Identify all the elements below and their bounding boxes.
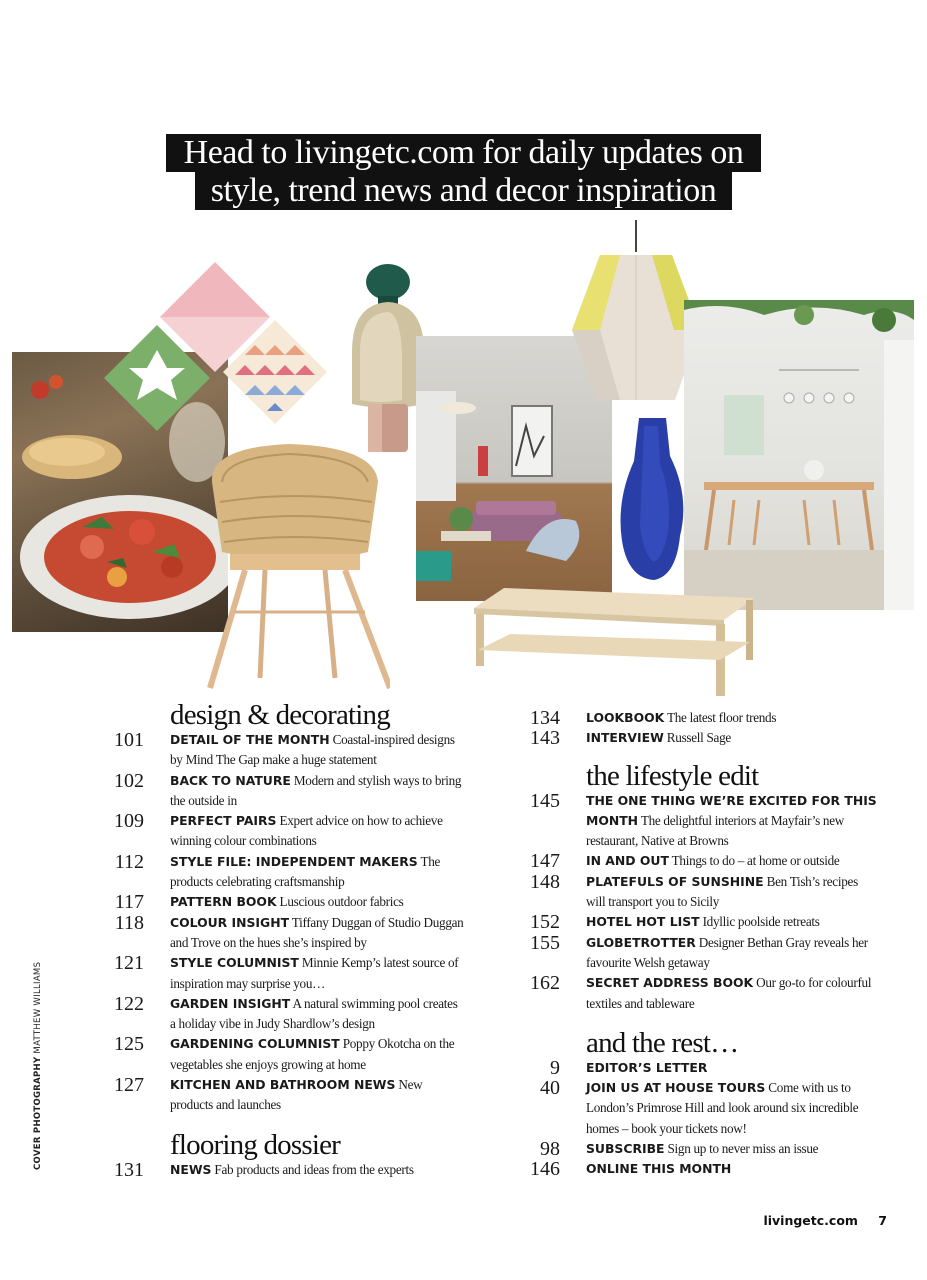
entry-description: Modern and stylish ways to bring the outside in bbox=[170, 772, 462, 808]
entry-description: The delightful interiors at Mayfair’s new restaurant, Native at Browns bbox=[586, 812, 844, 849]
product-collage bbox=[0, 220, 927, 700]
section-title-flooring: flooring dossier bbox=[170, 1128, 341, 1161]
entry-heading: JOIN US AT HOUSE TOURS bbox=[586, 1080, 766, 1096]
entry-heading: NEWS bbox=[170, 1161, 212, 1177]
tile-illustration bbox=[105, 260, 330, 430]
entry-description: Coastal-inspired designs by Mind The Gap make a huge statement bbox=[170, 732, 455, 768]
contents-entry bbox=[104, 913, 464, 954]
banner-line-2: style, trend news and decor inspiration bbox=[195, 172, 732, 210]
entry-description: New products and launches bbox=[170, 1077, 423, 1113]
banner-line-1: Head to livingetc.com for daily updates on bbox=[166, 134, 762, 172]
entry-page-number: 127 bbox=[114, 1074, 144, 1097]
page-number: 7 bbox=[878, 1213, 887, 1228]
entry-heading: GARDEN INSIGHT bbox=[170, 995, 291, 1011]
vase-illustration bbox=[614, 416, 692, 584]
wicker-chair bbox=[200, 442, 390, 692]
section-title-rest: and the rest… bbox=[586, 1026, 739, 1059]
contents-entry bbox=[104, 1075, 464, 1116]
contents-entry bbox=[104, 892, 464, 912]
tile-samples bbox=[105, 260, 330, 430]
contents-entry bbox=[520, 851, 880, 871]
entry-page-number: 122 bbox=[114, 992, 144, 1015]
dining-room-photo bbox=[684, 300, 914, 610]
contents-entry bbox=[104, 730, 464, 771]
table-illustration bbox=[470, 586, 755, 698]
entry-page-number: 118 bbox=[114, 911, 144, 934]
entry-heading: IN AND OUT bbox=[586, 853, 669, 869]
coffee-table bbox=[470, 586, 755, 698]
contents-entry bbox=[104, 994, 464, 1035]
chair-illustration bbox=[200, 442, 390, 692]
contents-right-column bbox=[520, 700, 880, 1180]
contents-entry bbox=[520, 728, 880, 748]
section-title-lifestyle: the lifestyle edit bbox=[586, 759, 759, 792]
entry-heading: LOOKBOOK bbox=[586, 710, 665, 725]
contents-entry bbox=[104, 1034, 464, 1075]
contents-entry bbox=[104, 1160, 464, 1180]
dining-room-illustration bbox=[684, 300, 914, 610]
entry-page-number: 40 bbox=[540, 1077, 560, 1100]
entry-heading: PLATEFULS OF SUNSHINE bbox=[586, 873, 764, 889]
flooring-continued-entries bbox=[520, 708, 880, 749]
contents-entry bbox=[520, 872, 880, 913]
entry-description: Luscious outdoor fabrics bbox=[276, 894, 404, 910]
credit-name: MATTHEW WILLIAMS bbox=[33, 961, 43, 1054]
contents-entry bbox=[520, 1078, 880, 1139]
entry-page-number: 152 bbox=[530, 911, 560, 934]
entry-heading: DETAIL OF THE MONTH bbox=[170, 732, 330, 747]
entry-page-number: 125 bbox=[114, 1033, 144, 1056]
contents-entry bbox=[520, 1058, 880, 1078]
section-title-design: design & decorating bbox=[170, 699, 390, 731]
entry-page-number: 109 bbox=[114, 810, 144, 833]
entry-description: Designer Bethan Gray reveals her favourite Welsh getaway bbox=[586, 934, 868, 970]
entry-description: The products celebrating craftsmanship bbox=[170, 853, 441, 890]
contents-entry bbox=[520, 791, 880, 852]
entry-description: Minnie Kemp’s latest source of inspiration may surprise you… bbox=[170, 955, 459, 991]
entry-description: A natural swimming pool creates a holiday vibe in Judy Shardlow’s design bbox=[170, 995, 458, 1032]
entry-heading: PATTERN BOOK bbox=[170, 894, 277, 910]
entry-page-number: 112 bbox=[114, 850, 144, 873]
contents-entry bbox=[520, 933, 880, 974]
entry-page-number: 145 bbox=[530, 789, 560, 812]
entry-description: Ben Tish’s recipes will transport you to Sicily bbox=[586, 873, 858, 910]
entry-heading: INTERVIEW bbox=[586, 730, 664, 746]
entry-page-number: 134 bbox=[530, 707, 560, 729]
entry-heading: GARDENING COLUMNIST bbox=[170, 1036, 340, 1052]
entry-page-number: 155 bbox=[530, 931, 560, 954]
entry-heading: ONLINE THIS MONTH bbox=[586, 1161, 732, 1177]
contents-entry bbox=[104, 771, 464, 812]
credit-label: COVER PHOTOGRAPHY bbox=[33, 1056, 43, 1170]
lifestyle-entries bbox=[520, 791, 880, 1014]
entry-heading: HOTEL HOT LIST bbox=[586, 914, 700, 930]
entry-description: The latest floor trends bbox=[664, 710, 777, 725]
entry-description: Poppy Okotcha on the vegetables she enjoys growing at home bbox=[170, 1036, 455, 1072]
entry-page-number: 98 bbox=[540, 1138, 560, 1161]
design-entries bbox=[104, 730, 464, 1116]
entry-heading: THE ONE THING WE’RE EXCITED FOR THIS MONTH bbox=[586, 792, 877, 828]
contents-entry bbox=[520, 1139, 880, 1159]
entry-heading: SECRET ADDRESS BOOK bbox=[586, 975, 754, 991]
contents-entry bbox=[104, 852, 464, 893]
entry-heading: EDITOR’S LETTER bbox=[586, 1059, 708, 1075]
cover-photo-credit bbox=[33, 962, 43, 1170]
entry-page-number: 147 bbox=[530, 850, 560, 873]
rest-entries bbox=[520, 1058, 880, 1180]
entry-page-number: 162 bbox=[530, 972, 560, 995]
entry-description: Come with us to London’s Primrose Hill and look around six incredible homes – book your tickets now! bbox=[586, 1080, 859, 1136]
entry-page-number: 148 bbox=[530, 870, 560, 893]
entry-description: Things to do – at home or outside bbox=[668, 853, 840, 869]
entry-page-number: 9 bbox=[550, 1056, 560, 1079]
contents-entry bbox=[104, 953, 464, 994]
entry-description: Expert advice on how to achieve winning colour combinations bbox=[170, 813, 443, 849]
entry-heading: GLOBETROTTER bbox=[586, 934, 696, 950]
woven-lamp-illustration bbox=[570, 220, 702, 406]
entry-heading: COLOUR INSIGHT bbox=[170, 914, 290, 930]
contents-entry bbox=[520, 708, 880, 728]
entry-heading: PERFECT PAIRS bbox=[170, 813, 277, 829]
entry-heading: BACK TO NATURE bbox=[170, 772, 291, 788]
footer-site: livingetc.com bbox=[763, 1213, 858, 1228]
entry-page-number: 121 bbox=[114, 952, 144, 975]
entry-page-number: 143 bbox=[530, 727, 560, 750]
flooring-entries bbox=[104, 1160, 464, 1180]
entry-heading: SUBSCRIBE bbox=[586, 1141, 665, 1157]
entry-page-number: 117 bbox=[114, 891, 144, 914]
contents-entry bbox=[520, 912, 880, 932]
entry-heading: KITCHEN AND BATHROOM NEWS bbox=[170, 1077, 396, 1093]
blue-vase bbox=[614, 416, 692, 584]
entry-page-number: 102 bbox=[114, 769, 144, 792]
contents-left-column bbox=[104, 700, 464, 1180]
page-footer bbox=[763, 1213, 887, 1228]
entry-page-number: 146 bbox=[530, 1158, 560, 1181]
entry-description: Russell Sage bbox=[663, 730, 731, 746]
woven-pendant-lamp bbox=[570, 220, 702, 406]
entry-description: Tiffany Duggan of Studio Duggan and Trove on the hues she’s inspired by bbox=[170, 914, 464, 950]
contents-entry bbox=[104, 811, 464, 852]
entry-page-number: 131 bbox=[114, 1158, 144, 1181]
entry-description: Our go-to for colourful textiles and tableware bbox=[586, 975, 872, 1011]
entry-description: Fab products and ideas from the experts bbox=[211, 1161, 414, 1177]
entry-heading: STYLE COLUMNIST bbox=[170, 955, 299, 971]
entry-description: Idyllic poolside retreats bbox=[699, 914, 820, 930]
web-promo-banner bbox=[0, 134, 927, 210]
entry-heading: STYLE FILE: INDEPENDENT MAKERS bbox=[170, 853, 418, 869]
contents-entry bbox=[520, 973, 880, 1014]
contents-entry bbox=[520, 1159, 880, 1179]
entry-page-number: 101 bbox=[114, 729, 144, 751]
entry-description: Sign up to never miss an issue bbox=[664, 1141, 819, 1157]
